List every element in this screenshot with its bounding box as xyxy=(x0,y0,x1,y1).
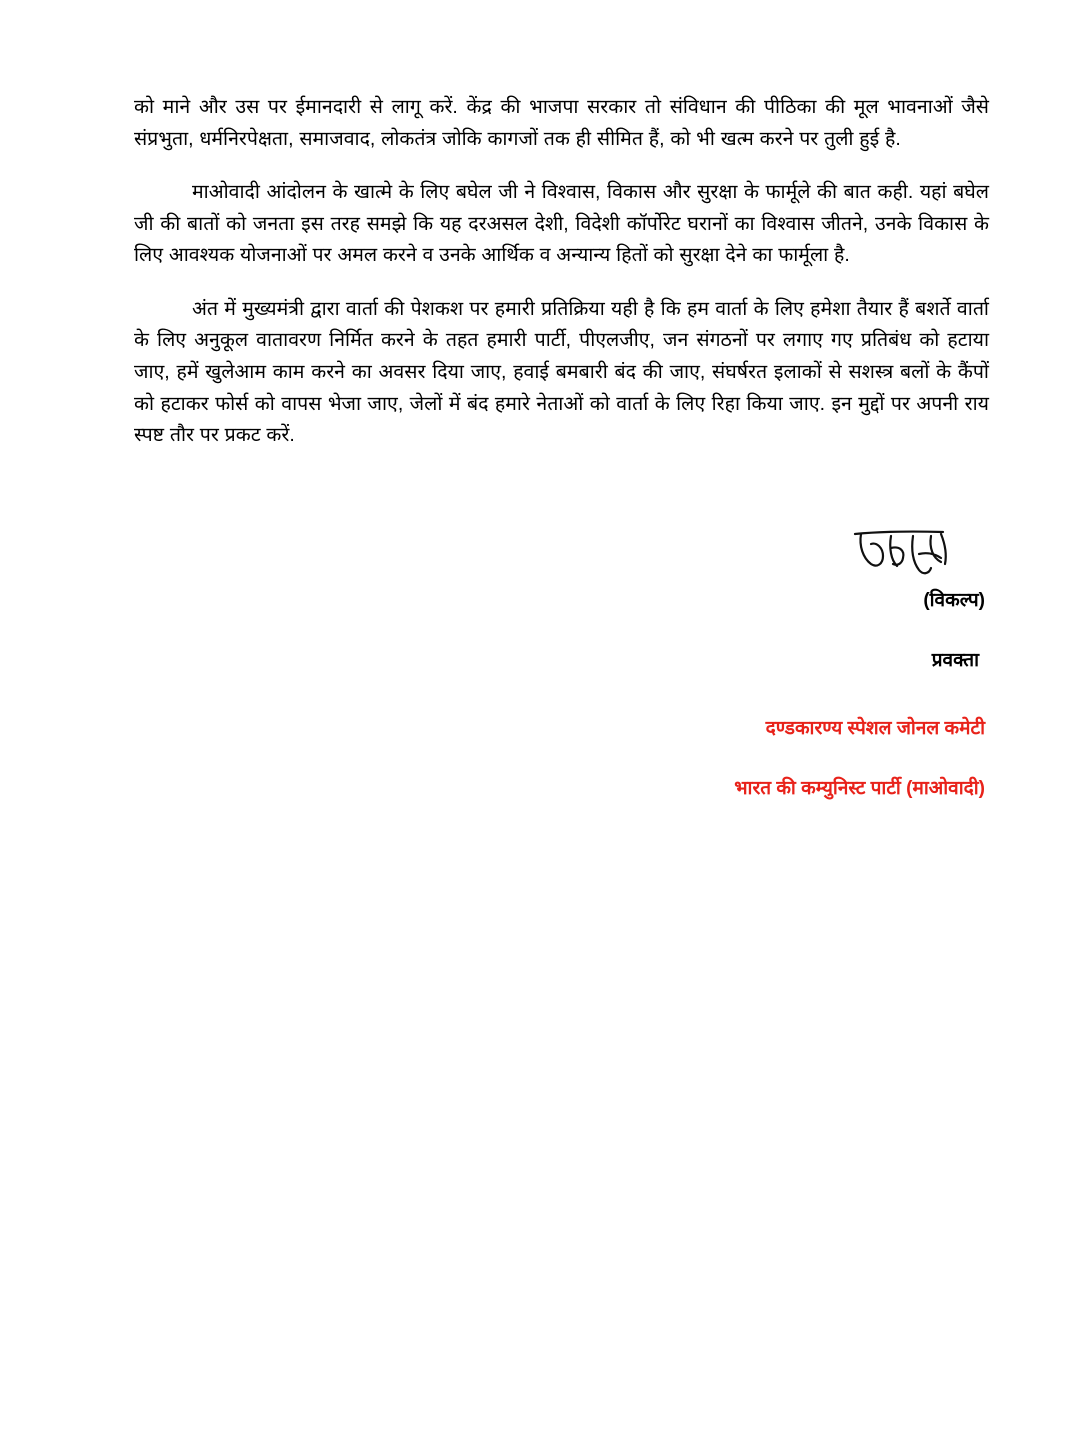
signatory-name: (विकल्प) xyxy=(923,590,985,611)
paragraph-1: को माने और उस पर ईमानदारी से लागू करें. केंद्र की भाजपा सरकार तो संविधान की पीठिका की मूल भावनाओं जैसे संप्रभुता, धर्मनिरपेक्षता, समाजवाद, लोकतंत्र जोकि कागजों तक ही सीमित हैं, को भी खत्म करने पर तुली हुई है. xyxy=(134,96,989,150)
organization-committee: दण्डकारण्य स्पेशल जोनल कमेटी xyxy=(765,718,985,739)
signatory-role: प्रवक्ता xyxy=(931,650,979,671)
signature-block xyxy=(134,520,989,800)
paragraph-2: माओवादी आंदोलन के खात्मे के लिए बघेल जी ने विश्वास, विकास और सुरक्षा के फार्मूले की बात कही. यहां बघेल जी की बातों को जनता इस तरह समझे कि यह दरअसल देशी, विदेशी कॉर्पोरेट घरानों का विश्वास जीतने, उनके विकास के लिए आवश्यक योजनाओं पर अमल करने व उनके आर्थिक व अन्यान्य हितों को सुरक्षा देने का फार्मूला है. xyxy=(134,181,989,267)
document-body xyxy=(134,92,989,452)
organization-party: भारत की कम्युनिस्ट पार्टी (माओवादी) xyxy=(734,778,985,799)
handwritten-signature-icon xyxy=(134,520,989,582)
paragraph-3: अंत में मुख्यमंत्री द्वारा वार्ता की पेशकश पर हमारी प्रतिक्रिया यही है कि हम वार्ता के लिए हमेशा तैयार हैं बशर्ते वार्ता के लिए अनुकूल वातावरण निर्मित करने के तहत हमारी पार्टी, पीएलजीए, जन संगठनों पर लगाए गए प्रतिबंध को हटाया जाए, हमें खुलेआम काम करने का अवसर दिया जाए, हवाई बमबारी बंद की जाए, संघर्षरत इलाकों से सशस्त्र बलों के कैंपों को हटाकर फोर्स को वापस भेजा जाए, जेलों में बंद हमारे नेताओं को वार्ता के लिए रिहा किया जाए. इन मुद्दों पर अपनी राय स्पष्ट तौर पर प्रकट करें. xyxy=(134,297,989,447)
